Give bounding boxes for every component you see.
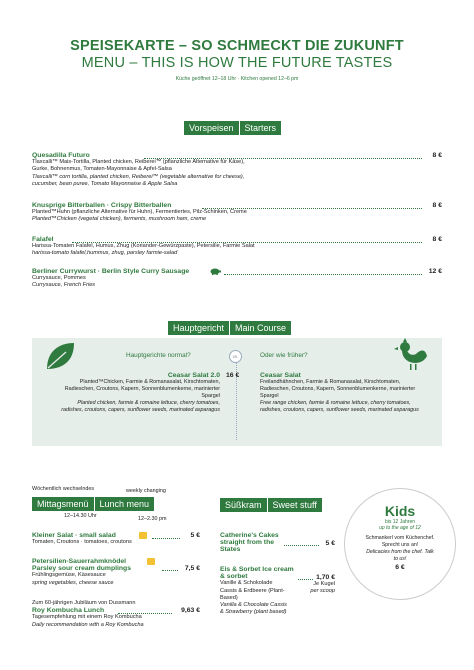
kombucha-intro: Zum 60-jährigen Jubiläum von Dussmann: [32, 600, 136, 606]
dotted-leader: [72, 242, 422, 243]
item-price: 8 €: [432, 152, 442, 159]
lunch-time-de: 12–14.30 Uhr: [64, 513, 97, 519]
vegan-badge-icon: [147, 558, 155, 565]
question-right: Oder wie früher?: [260, 352, 308, 359]
ice-name: Eis & Sorbet Ice cream & sorbet: [220, 566, 294, 581]
pig-icon: [210, 268, 221, 278]
item-desc-de: Tlaxcalli™ Mais-Tortilla, Planted chicken, Reiberei™ (pflanzliche Alternative für Käse), Gurke, Bohnenmus, Tomaten-Mayonnaise & Apfel-Salsa: [32, 159, 245, 173]
kids-badge: [344, 488, 456, 600]
lunch-note-en: weekly changing: [126, 488, 166, 494]
vegan-badge-icon: [139, 532, 147, 539]
dessert-tag: [220, 498, 322, 512]
item-desc-en: Tlaxcalli™ corn tortilla, planted chicken, Reiberei™ (vegetable alternative for cheese), cucumber, bean puree, Tomato Mayonnaise & Apple Salsa: [32, 173, 245, 187]
lunch-tag-en: Lunch menu: [99, 499, 150, 509]
lunch-item: [32, 532, 200, 546]
lunch-time-en: 12–2.30 pm: [138, 516, 167, 522]
main-right-name: Ceasar Salat: [260, 372, 301, 379]
main-right-desc-en: Free range chicken, farmie & romaine lettuce, cherry tomatoes, radishes, croutons, capers, sunflower seeds, marinated asparagus: [260, 400, 419, 413]
main-price: 16 €: [226, 372, 240, 379]
item-price: 8 €: [432, 202, 442, 209]
vs-badge: vs.: [229, 350, 242, 363]
main-right-desc-de: Freilandhähnchen, Farmie & Romanasalat, Kirschtomaten, Radieschen, Croutons, Kapern, Sonnenblumenkerne, marinierter Spargel: [260, 379, 416, 399]
dotted-leader: [224, 274, 422, 275]
main-left-name: Ceasar Salat 2.0: [167, 372, 220, 379]
kids-price: 6 €: [395, 564, 405, 571]
main-course-tag: [168, 321, 291, 335]
main-tag-de: Hauptgericht: [173, 323, 225, 333]
dessert-tag-en: Sweet stuff: [272, 500, 317, 510]
lunch-note-de: Wöchentlich wechselndes: [32, 486, 95, 492]
ice-price: 1,70 €: [316, 574, 335, 581]
cakes-name: Catherine's Cakes straight from the States: [220, 532, 279, 554]
kids-title: Kids: [384, 503, 416, 519]
starters-tag: [184, 121, 281, 135]
lunch-tag-de: Mittagsmenü: [37, 499, 89, 509]
item-desc-de: Planted™Huhn (pflanzliche Alternative für Huhn), Fermentiertes, Pilz-Schinken, Creme: [32, 209, 247, 216]
item-name: Berliner Currywurst · Berlin Style Curry Sausage: [32, 268, 190, 275]
dotted-leader: [162, 570, 178, 571]
item-price: 7,5 €: [184, 565, 200, 572]
page-subtitle: MENU – THIS IS HOW THE FUTURE TASTES: [81, 55, 393, 71]
kids-age-en: up to the age of 12: [379, 525, 421, 531]
item-price: 5 €: [190, 532, 200, 539]
starter-item: [32, 152, 442, 188]
dessert-ice: [220, 566, 335, 616]
item-price: 12 €: [428, 268, 442, 275]
kids-text-de: Schmankerl vom Küchenchef. Sprecht uns an!: [365, 535, 435, 548]
dessert-cakes: [220, 532, 335, 554]
item-name: Petersilien-Sauerrahmknödel Parsley sour cream dumplings: [32, 558, 131, 573]
item-desc-de: Currysauce, Pommes: [32, 275, 86, 282]
dotted-leader: [202, 208, 422, 209]
item-name: Falafel: [32, 236, 54, 243]
item-desc-de: Tomaten, Croutons · tomatoes, croutons: [32, 539, 132, 546]
kids-text-en: Delicacies from the chef. Talk to us!: [366, 549, 434, 562]
starters-tag-en: Starters: [244, 123, 277, 133]
main-left-desc-de: Planted™Chicken, Farmie & Romanasalat, Kirschtomaten, Radieschen, Croutons, Kapern, Sonnenblumenkerne, marinierter Spargel: [64, 379, 220, 399]
ice-price-en: per scoop: [310, 588, 335, 595]
lunch-tag: [32, 497, 154, 511]
dotted-leader: [298, 579, 313, 580]
kitchen-hours: Küche geöffnet 12–18 Uhr · Kitchen opened 12–6 pm: [175, 76, 299, 82]
item-desc-en: Planted™Chicken (vegetal chicken), ferments, mushroom ham, creme: [32, 216, 207, 223]
item-name: Knusprige Bitterballen · Crispy Bitterballen: [32, 202, 172, 209]
starters-tag-de: Vorspeisen: [189, 123, 234, 133]
main-tag-en: Main Course: [235, 323, 287, 333]
dessert-tag-de: Süßkram: [225, 500, 262, 510]
item-name: Quesadilla Futuro: [32, 152, 90, 159]
ice-desc-en: Vanilla & Chocolate Cassis & Strawberry (plant based): [220, 602, 287, 616]
starter-item: [32, 268, 442, 290]
main-left-desc-en: Planted chicken, farmie & romaine lettuce, cherry tomatoes, radishes, croutons, capers, sunflower seeds, marinated asparagus: [61, 400, 220, 413]
ice-desc-de: Vanille & Schokolade Cassis & Erdbeere (Plant-Based): [220, 580, 285, 601]
item-desc-en: harissa-tomato falafel,hummus, zhug, parsley farmie-salad: [32, 250, 178, 257]
dotted-leader: [152, 538, 180, 539]
item-desc-en: spring vegetables, cheese sauce: [32, 579, 114, 586]
starter-item: [32, 202, 442, 224]
kombucha-name: Roy Kombucha Lunch: [32, 607, 105, 615]
item-price: 8 €: [432, 236, 442, 243]
dotted-leader: [284, 545, 319, 546]
ice-price-de: Je Kugel: [313, 581, 335, 587]
starter-item: [32, 236, 442, 258]
item-name: Kleiner Salat · small salad: [32, 532, 116, 539]
dotted-leader: [118, 613, 172, 614]
item-desc-en: Currysauce, French Fries: [32, 282, 96, 289]
kombucha-price: 9,63 €: [181, 607, 200, 615]
main-left-item: [60, 372, 220, 414]
dotted-leader: [144, 158, 422, 159]
page-title: SPEISEKARTE – SO SCHMECKT DIE ZUKUNFT: [70, 38, 404, 54]
cakes-price: 5 €: [325, 540, 335, 547]
ice-price-note: [310, 581, 335, 595]
kombucha-desc-en: Daily recommendation with a Roy Kombucha: [32, 621, 144, 628]
kids-age-de: bis 12 Jahren: [384, 519, 416, 525]
kombucha-desc-de: Tagesempfehlung mit einem Roy Kombucha: [32, 614, 142, 621]
kombucha-item: [32, 600, 200, 629]
lunch-item: [32, 558, 200, 587]
item-desc-de: Frühlingsgemüse, Käsesauce: [32, 572, 106, 579]
item-desc-de: Harissa-Tomaten Falafel, Humus, Zhug (Koriander-Gewürzpaste), Petersilie, Farmie Salat: [32, 243, 255, 250]
question-left: Hauptgerichte normal?: [126, 352, 191, 359]
main-right-item: [260, 372, 430, 414]
